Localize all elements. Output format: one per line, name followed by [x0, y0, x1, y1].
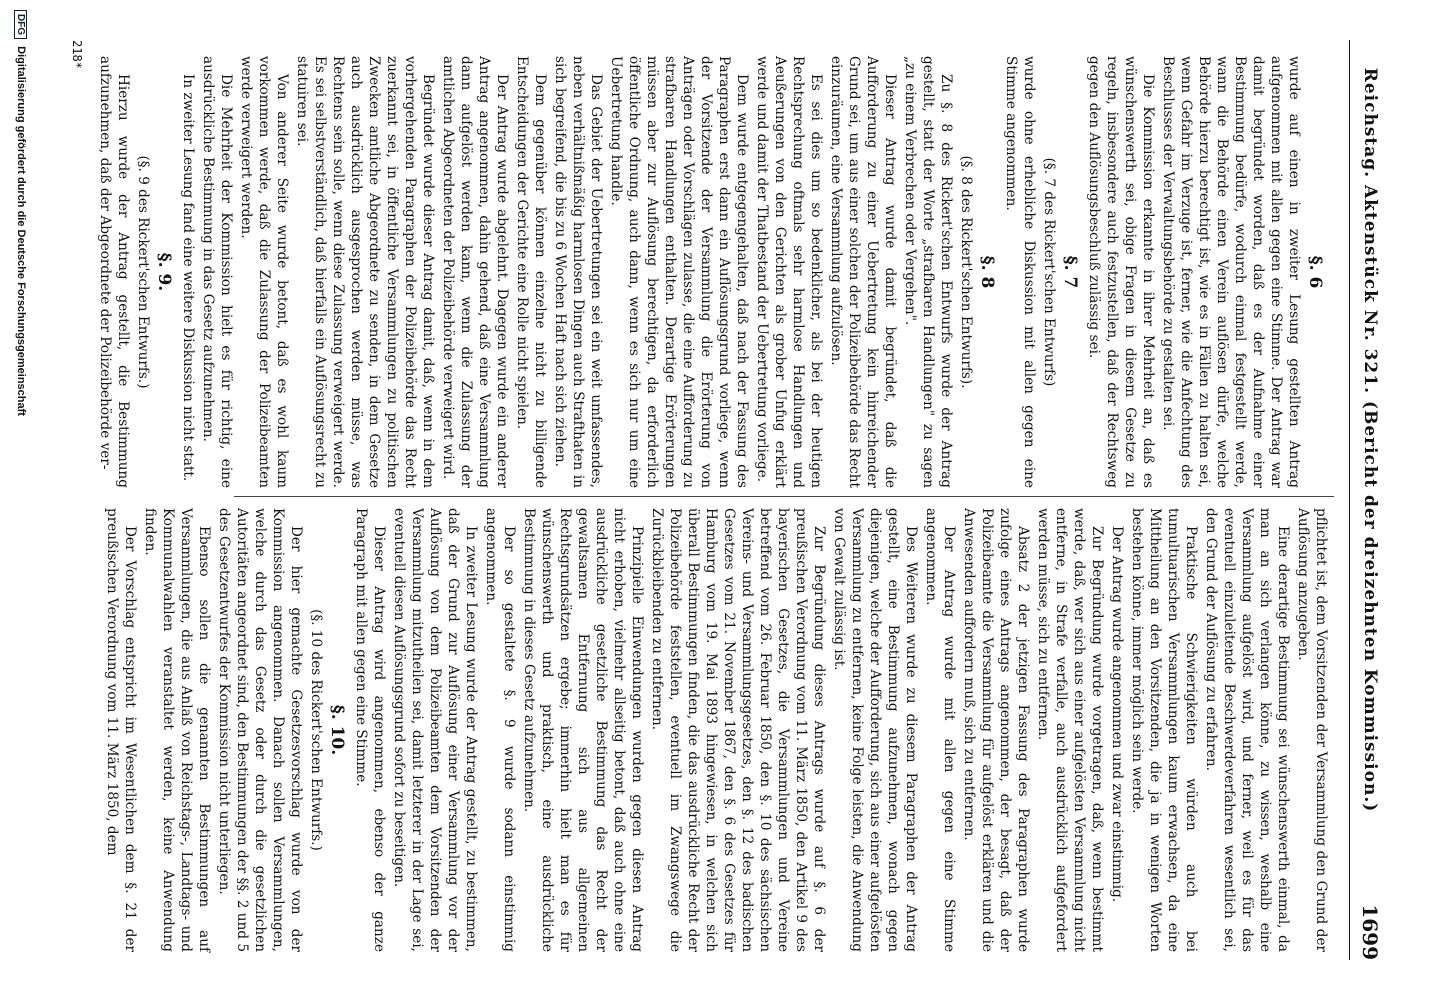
paragraph: Begründet wurde dieser Antrag damit, daß, wenn in dem vorhergehenden Paragraphen der Polizeibehörde das Recht zuerkannt sei, in öffentliche Versammlungen zu politischen Zwecken amtliche Abgeordnete zu senden, in dem Gesetze auch ausdrücklich ausgesprochen werden müsse, was Rechtens sein solle, wenn diese Zulassung verweigert werde. Es sei selbstverständlich, daß hierfalls ein Auflösungsrecht zu statuiren sei.	[294, 56, 436, 488]
dfg-logo: DFG	[14, 10, 27, 39]
page-header	[1349, 40, 1386, 960]
page-number: 1699	[1358, 904, 1382, 960]
paragraph: Dieser Antrag wird angenommen, ebenso der ganze Paragraph mit allen gegen eine Stimme.	[353, 508, 387, 952]
paragraph: Der Vorschlag entspricht im Wesentlichen dem §. 21 der preußischen Verordnung vom 11. März 1850, dem	[104, 508, 138, 952]
paragraph: Absatz 2 der jetzigen Fassung des Paragraphen wurde zufolge eines Antrags angenommen, der besagt, daß der Polizeibeamte die Versammlung für aufgelöst erklären und die Anwesenden auffordern muß, sich zu entfernen.	[961, 508, 1031, 952]
section-8-subheading: (§. 8 des Rickert'schen Entwurfs).	[958, 155, 974, 389]
paragraph: Es sei dies um so bedenklicher, als bei der heutigen Rechtsprechung oftmals sehr harmlose Handlungen und Aeußerungen von den Gerichten als grober Unfug erklärt werde und damit der Thatbestand der Uebertretung vorliege.	[754, 56, 824, 488]
paragraph: Dem wurde entgegengehalten, daß nach der Fassung des Paragraphen erst dann ein Auflösungsgrund vorliege, wenn der Vorsitzende der Versammlung die Erörterung von Anträgen oder Vorschlägen zulasse, die eine Aufforderung zu strafbaren Handlungen enthalten. Derartige Erörterungen müssen aber zur Auflösung berechtigen, da erforderlich öffentliche Ordnung, auch dann, wenn es sich nur um eine Uebertretung handle.	[608, 56, 750, 488]
paragraph: Zur Begründung wurde vorgetragen, daß, wenn bestimmt werde, daß, wer sich aus einer aufgelösten Versammlung nicht entferne, in Strafe verfalle, auch ausdrücklich aufgefordert werden müsse, sich zu entfernen.	[1035, 508, 1105, 952]
paragraph: In zweiter Lesung wurde der Antrag gestellt, zu bestimmen, daß der Grund zur Auflösung einer Versammlung vor der Auflösung von dem Polizeibeamten dem Vorsitzenden der Versammlung mitzutheilen sei, damit letzterer in der Lage sei, eventuell diesen Auflösungsgrund sofort zu beseitigen.	[391, 508, 479, 952]
section-7-subheading: (§. 7 des Rickert'schen Entwurfs)	[1041, 157, 1057, 387]
paragraph: Dem gegenüber können einzelne nicht zu billigende Entscheidungen der Gerichte eine Rolle nicht spielen.	[514, 56, 548, 488]
section-10-subheading: (§. 10 des Rickert'schen Entwurfs.)	[308, 609, 324, 851]
paragraph: Ebenso sollen die genannten Bestimmungen auf Versammlungen, die aus Anlaß von Reichstags-, Landtags- und Kommunalwahlen veranstaltet werden, keine Anwendung finden.	[142, 508, 212, 952]
paragraph: In zweiter Lesung fand eine weitere Diskussion nicht statt.	[180, 74, 196, 482]
column-divider	[234, 496, 1334, 497]
section-10-heading: §. 10.	[327, 704, 347, 756]
paragraph: Der Antrag wurde abgelehnt. Dagegen wurde ein anderer Antrag angenommen, dahin gehend, daß eine Versammlung dann aufgelöst werden kann, wenn die Zulassung der amtlichen Abgeordneten der Polizeibehörde verweigert wird.	[440, 56, 510, 488]
paragraph: Zu §. 8 des Rickert'schen Entwurfs wurde der Antrag gestellt, statt der Worte „strafbaren Handlungen" zu sagen „zu einem Verbrechen oder Vergehen".	[902, 56, 954, 488]
paragraph: wurde auf einen in zweiter Lesung gestellten Antrag aufgenommen mit allen gegen eine Stimme. Der Antrag war damit begründet worden, daß es der Aufnahme einer Bestimmung bedürfe, wodurch einmal festgestellt werde, wann die Behörde einen Verein auflösen dürfe, welche Behörde hierzu berechtigt ist, wie es in Fällen zu halten sei, wenn Gefahr im Verzuge ist, ferner, wie die Anfechtung des Beschlusses der Verwaltungsbehörde zu gestalten sei.	[1160, 56, 1302, 488]
paragraph: Der Antrag wurde mit allen gegen eine Stimme angenommen.	[923, 508, 957, 952]
paragraph: Der so gestaltete §. 9 wurde sodann einstimmig angenommen.	[483, 508, 517, 952]
paragraph: Dieser Antrag wurde damit begründet, daß die Aufforderung zu einer Uebertretung kein hinreichender Grund sei, um aus einer solchen der Polizeibehörde das Recht einzuräumen, eine Versammlung aufzulösen.	[828, 56, 898, 488]
section-9-subheading: (§. 9 des Rickert'schen Entwurfs.)	[135, 155, 151, 389]
paragraph: Hierzu wurde der Antrag gestellt, die Bestimmung aufzunehmen, daß der Abgeordnete der Polizeibehörde ver-	[97, 56, 131, 488]
paragraph: Das Gebiet der Uebertretungen sei ein weit umfassendes, neben verhältnißmäßig harmlosen Dingen auch Strafthaten in sich begreifend, die bis zu 6 Wochen Haft nach sich ziehen.	[552, 56, 604, 488]
section-6-heading: §. 6	[1305, 255, 1325, 289]
right-column	[104, 508, 1330, 952]
paragraph: Die Kommission erkannte in ihrer Mehrheit an, daß es wünschenswerth sei, obige Fragen in diesem Gesetze zu regeln, insbesondere auch festzustellen, daß der Rechtsweg gegen den Auflösungsbeschluß zulässig sei.	[1086, 56, 1156, 488]
paragraph: Prinzipielle Einwendungen wurden gegen diesen Antrag nicht erhoben, vielmehr allseitig betont, daß auch ohne eine ausdrückliche gesetzliche Bestimmung das Recht der gewaltsamen Entfernung sich aus allgemeinen Rechtsgrundsätzen ergebe; immerhin hielt man es für wünschenswerth und praktisch, eine ausdrückliche Bestimmung in dieses Gesetz aufzunehmen.	[521, 508, 645, 952]
header-title: Reichstag. Aktenstück Nr. 321. (Bericht der dreizehnten Kommission.)	[1360, 67, 1380, 813]
section-7-heading: §. 7	[1060, 255, 1080, 289]
digitization-text: Digitalisierung gefördert durch die Deutsche Forschungsgemeinschaft	[15, 46, 27, 416]
paragraph: Praktische Schwierigkeiten würden auch bei tumultuarischen Versammlungen kaum erwachsen, da eine Mittheilung an den Vorsitzenden, die ja in wenigen Worten bestehen könne, immer möglich sein werde.	[1129, 508, 1199, 952]
section-9-heading: §. 9.	[154, 252, 174, 292]
signature-mark: 218*	[70, 40, 84, 69]
paragraph: Von anderer Seite wurde betont, daß es wohl kaum vorkommen werde, daß die Zulassung der Polizeibeamten werde verweigert werden.	[238, 56, 290, 488]
digitization-note	[14, 10, 27, 990]
paragraph: Des Weiteren wurde zu diesem Paragraphen der Antrag gestellt, eine Bestimmung aufzunehmen, wonach gegen diejenigen, welche der Aufforderung, sich aus einer aufgelösten Versammlung zu entfernen, keine Folge leisten, die Anwendung von Gewalt zulässig ist.	[831, 508, 919, 952]
left-column	[97, 56, 1330, 488]
paragraph: pflichtet ist, dem Vorsitzenden der Versammlung den Grund der Auflösung anzugeben.	[1295, 508, 1329, 952]
section-8-heading: §. 8	[977, 255, 997, 289]
paragraph: Der Antrag wurde angenommen und zwar einstimmig.	[1109, 526, 1125, 903]
paragraph: Die Mehrheit der Kommission hielt es für richtig, eine ausdrückliche Bestimmung in das Gesetz aufzunehmen.	[200, 56, 234, 488]
paragraph: Eine derartige Bestimmung sei wünschenswerth einmal, da man an sich verlangen könne, zu wissen, weshalb eine Versammlung aufgelöst wird, und ferner, weil es für das eventuell einzuleitende Beschwerdeverfahren wesentlich sei, den Grund der Auflösung zu erfahren.	[1203, 508, 1291, 952]
paragraph: Der hier gemachte Gesetzesvorschlag wurde von der Kommission angenommen. Danach sollen Versammlungen, welche durch das Gesetz oder durch die gesetzlichen Autoritäten angeordnet sind, den Bestimmungen der §§. 2 und 5 des Gesetzentwurfes der Kommission nicht unterliegen.	[216, 508, 304, 952]
paragraph: wurde ohne erhebliche Diskussion mit allen gegen eine Stimme angenommen.	[1003, 56, 1037, 488]
paragraph: Zur Begründung dieses Antrags wurde auf §. 6 der preußischen Verordnung vom 11. März 1850, den Artikel 9 des bayerischen Gesetzes, die Versammlungen und Vereine betreffend vom 26. Februar 1850, den §. 10 des sächsischen Vereins- und Versammlungsgesetzes, den §. 12 des badischen Gesetzes vom 21. November 1867, den §. 6 des Gesetzes für Hamburg vom 19. Mai 1893 hingewiesen, in welchen sich überall Bestimmungen finden, die das ausdrückliche Recht der Polizeibehörde feststellen, eventuell im Zwangswege die Zurückbleibenden zu entfernen.	[649, 508, 827, 952]
